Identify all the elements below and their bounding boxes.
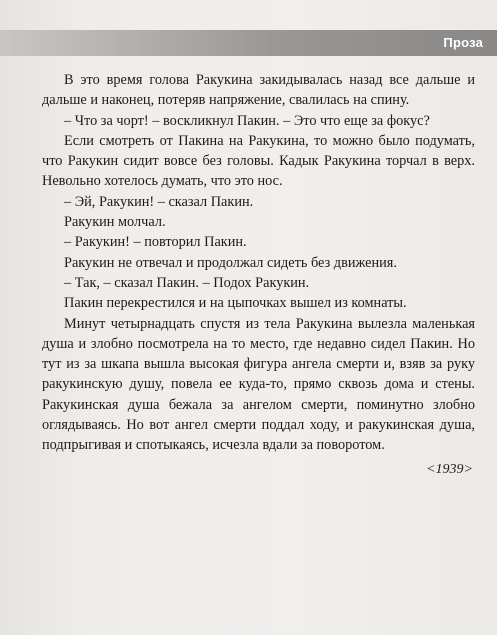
paragraph: Пакин перекрестился и на цыпочках вышел из комнаты. [64,295,407,312]
paragraph: Ракукин молчал. [64,214,166,231]
paragraph: – Так, – сказал Пакин. – Подох Ракукин. [64,274,310,291]
paragraph: Минут четырнадцать спустя из тела Ракукина вылезла маленькая душа и злобно посмотрела на то место, где недавно сидел Пакин. Но тут из за шкапа вышла высокая фигура ангела смерти и, взяв за руку ракукинскую душу, повела ее куда-то, прямо сквозь дома и стены. Ракукинская душа бежала за ангелом смерти, поминутно злобно оглядываясь. Но вот ангел смерти поддал ходу, и ракукинская душа, подпрыгивая и спотыкаясь, исчезла вдали за поворотом. [42,315,475,454]
paragraph: – Что за чорт! – воскликнул Пакин. – Это что еще за фокус? [64,112,430,129]
paragraph: – Эй, Ракукин! – сказал Пакин. [64,193,254,210]
story-text [42,70,475,456]
paragraph: В это время голова Ракукина закидывалась назад все дальше и дальше и наконец, потеряв напряжение, свалилась на спину. [42,72,475,109]
paragraph: – Ракукин! – повторил Пакин. [64,234,247,251]
section-title: Проза [443,35,483,50]
paragraph: Если смотреть от Пакина на Ракукина, то можно было подумать, что Ракукин сидит вовсе без головы. Кадык Ракукина торчал в верх. Невольно хотелось думать, что это нос. [42,132,475,190]
story-date: <1939> [426,462,473,477]
running-header-bar [0,30,497,56]
paragraph: Ракукин не отвечал и продолжал сидеть без движения. [64,254,397,271]
